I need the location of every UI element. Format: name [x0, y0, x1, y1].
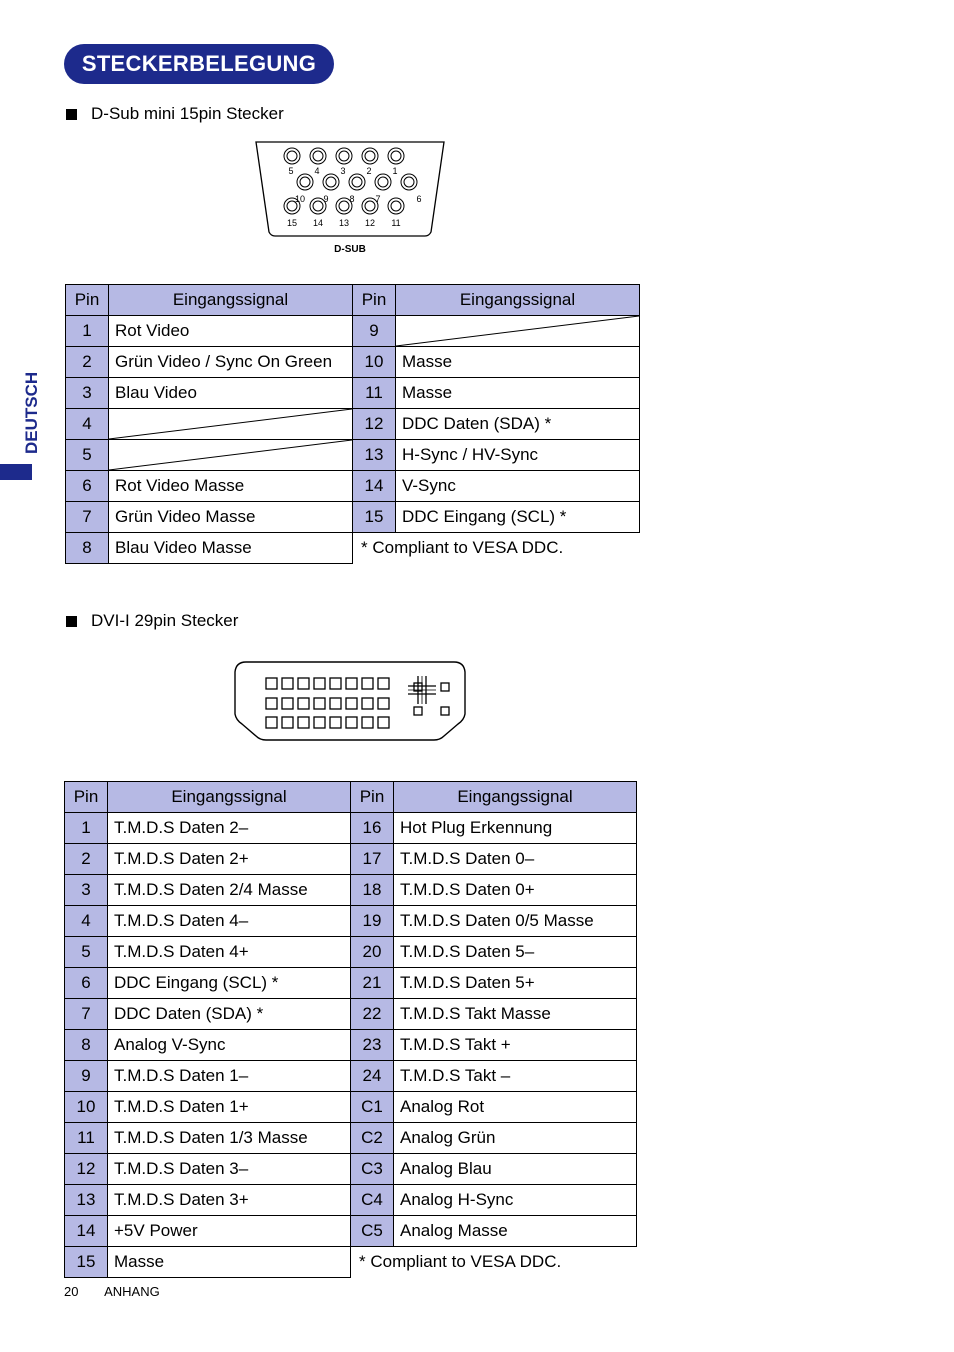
table-row — [65, 1185, 637, 1216]
dvi-pin-contact — [314, 678, 325, 689]
dsub-pin-hole — [375, 174, 391, 190]
table-row — [66, 378, 640, 409]
dvi-pin-contact — [298, 678, 309, 689]
dvi-pin-contact — [330, 698, 341, 709]
pin-signal: T.M.D.S Daten 4+ — [108, 937, 351, 968]
table-row — [66, 316, 640, 347]
dvi-pin-contact — [346, 678, 357, 689]
pin-number: 23 — [351, 1030, 394, 1061]
pin-signal: Masse — [396, 347, 640, 378]
pin-number: 10 — [353, 347, 396, 378]
pin-signal: +5V Power — [108, 1216, 351, 1247]
pin-number: 16 — [351, 813, 394, 844]
pin-number: C4 — [351, 1185, 394, 1216]
table-row — [65, 1247, 637, 1278]
dsub-pin-label: 9 — [323, 194, 329, 204]
dvi-pin-contact — [378, 717, 389, 728]
pin-signal: Blau Video Masse — [109, 533, 353, 564]
table-row — [65, 1216, 637, 1247]
pin-number: 18 — [351, 875, 394, 906]
table-row — [65, 813, 637, 844]
dvi-heading — [66, 611, 238, 631]
pin-signal: DDC Daten (SDA) * — [396, 409, 640, 440]
pin-number: 9 — [353, 316, 396, 347]
dsub-diagram-label: D-SUB — [334, 244, 366, 255]
dsub-pin-label: 3 — [340, 166, 346, 176]
pin-number: C5 — [351, 1216, 394, 1247]
table-row — [65, 1030, 637, 1061]
dsub-pin-contact — [378, 177, 388, 187]
dsub-pin-hole — [323, 174, 339, 190]
pin-signal-unused — [109, 409, 353, 440]
table-row — [65, 1123, 637, 1154]
pin-signal: T.M.D.S Daten 5+ — [394, 968, 637, 999]
pin-number: 12 — [353, 409, 396, 440]
pin-signal: T.M.D.S Takt – — [394, 1061, 637, 1092]
dsub-heading — [66, 104, 284, 124]
pin-signal-unused — [396, 316, 640, 347]
pin-signal: T.M.D.S Daten 1– — [108, 1061, 351, 1092]
dsub-pin-label: 1 — [392, 166, 398, 176]
pin-number: 1 — [66, 316, 109, 347]
pin-signal: Analog V-Sync — [108, 1030, 351, 1061]
header-pin: Pin — [66, 285, 109, 316]
header-pin: Pin — [353, 285, 396, 316]
dvi-pin-contact — [362, 698, 373, 709]
dsub-pin-contact — [339, 201, 349, 211]
pin-number: C3 — [351, 1154, 394, 1185]
pin-number: 24 — [351, 1061, 394, 1092]
dsub-pin-label: 6 — [416, 194, 422, 204]
dsub-pin-label: 14 — [312, 218, 324, 228]
table-row — [65, 906, 637, 937]
table-row — [65, 844, 637, 875]
dsub-pin-hole — [310, 148, 326, 164]
pin-number: 9 — [65, 1061, 108, 1092]
dsub-pin-label: 11 — [391, 218, 401, 228]
pin-number: C1 — [351, 1092, 394, 1123]
pin-signal: Rot Video Masse — [109, 471, 353, 502]
pin-number: 7 — [66, 502, 109, 533]
dsub-pin-label: 12 — [364, 218, 376, 228]
pin-number: C2 — [351, 1123, 394, 1154]
dvi-pin-contact — [314, 698, 325, 709]
dsub-pin-label: 7 — [375, 194, 381, 204]
pin-number: 10 — [65, 1092, 108, 1123]
table-row — [65, 1061, 637, 1092]
pin-signal: Analog Rot — [394, 1092, 637, 1123]
dsub-pin-contact — [365, 201, 375, 211]
pin-signal: Hot Plug Erkennung — [394, 813, 637, 844]
pin-number: 8 — [66, 533, 109, 564]
pin-number: 19 — [351, 906, 394, 937]
language-side-tab — [0, 362, 41, 480]
table-row — [65, 875, 637, 906]
pin-signal: T.M.D.S Daten 2/4 Masse — [108, 875, 351, 906]
dvi-pin-contact — [378, 678, 389, 689]
dsub-pin-label: 10 — [294, 194, 306, 204]
table-row — [65, 1154, 637, 1185]
pin-signal: Masse — [108, 1247, 351, 1278]
pin-signal: T.M.D.S Daten 0+ — [394, 875, 637, 906]
dsub-connector-diagram — [250, 136, 450, 260]
pin-signal: Masse — [396, 378, 640, 409]
dsub-pin-label: 15 — [286, 218, 298, 228]
pin-signal: T.M.D.S Daten 3– — [108, 1154, 351, 1185]
pin-signal: Grün Video / Sync On Green — [109, 347, 353, 378]
pin-number: 2 — [65, 844, 108, 875]
pin-signal: T.M.D.S Daten 2+ — [108, 844, 351, 875]
vesa-note: * Compliant to VESA DDC. — [359, 1252, 562, 1272]
diagonal-slash — [396, 316, 639, 346]
pin-number: 11 — [65, 1123, 108, 1154]
page-number: 20 — [64, 1284, 79, 1299]
pin-number: 5 — [66, 440, 109, 471]
pin-signal: T.M.D.S Takt Masse — [394, 999, 637, 1030]
pin-signal: DDC Eingang (SCL) * — [108, 968, 351, 999]
pin-number: 8 — [65, 1030, 108, 1061]
dvi-heading-text: DVI-I 29pin Stecker — [91, 611, 239, 630]
diagonal-slash — [109, 440, 352, 470]
table-row — [66, 502, 640, 533]
dvi-pin-contact — [346, 698, 357, 709]
dsub-pin-hole — [284, 148, 300, 164]
page-title: STECKERBELEGUNG — [64, 44, 334, 84]
table-header-row — [66, 285, 640, 316]
language-tab-label: DEUTSCH — [22, 371, 41, 454]
dvi-pin-contact — [282, 698, 293, 709]
dvi-pin-contact — [314, 717, 325, 728]
pin-number: 15 — [65, 1247, 108, 1278]
dsub-pin-hole — [401, 174, 417, 190]
table-row — [66, 533, 640, 564]
dsub-pin-contact — [404, 177, 414, 187]
pin-number: 3 — [66, 378, 109, 409]
table-header-row — [65, 782, 637, 813]
pin-signal: T.M.D.S Daten 4– — [108, 906, 351, 937]
pin-signal: Grün Video Masse — [109, 502, 353, 533]
dvi-pin-contact — [330, 717, 341, 728]
dsub-pin-contact — [391, 201, 401, 211]
pin-signal: V-Sync — [396, 471, 640, 502]
dsub-pin-contact — [313, 201, 323, 211]
table-row — [66, 440, 640, 471]
table-row — [66, 409, 640, 440]
table-row — [65, 937, 637, 968]
pin-number: 2 — [66, 347, 109, 378]
pin-signal: T.M.D.S Daten 0– — [394, 844, 637, 875]
dvi-pin-contact — [266, 678, 277, 689]
pin-number: 14 — [65, 1216, 108, 1247]
footer-section: ANHANG — [104, 1284, 160, 1299]
pin-number: 7 — [65, 999, 108, 1030]
header-signal: Eingangssignal — [108, 782, 351, 813]
dsub-pin-hole — [349, 174, 365, 190]
pin-number: 1 — [65, 813, 108, 844]
pin-signal: H-Sync / HV-Sync — [396, 440, 640, 471]
pin-number: 12 — [65, 1154, 108, 1185]
header-signal: Eingangssignal — [394, 782, 637, 813]
dvi-pin-contact — [298, 717, 309, 728]
header-pin: Pin — [65, 782, 108, 813]
pin-signal: T.M.D.S Daten 3+ — [108, 1185, 351, 1216]
dsub-pin-label: 4 — [314, 166, 320, 176]
dsub-pin-contact — [365, 151, 375, 161]
dvi-pin-contact — [282, 678, 293, 689]
dvi-pin-contact — [362, 678, 373, 689]
pin-number: 15 — [353, 502, 396, 533]
header-pin: Pin — [351, 782, 394, 813]
pin-signal: Analog H-Sync — [394, 1185, 637, 1216]
pin-number: 21 — [351, 968, 394, 999]
dvi-analog-cross — [408, 676, 449, 715]
dsub-pin-label: 5 — [288, 166, 294, 176]
pin-signal: Analog Blau — [394, 1154, 637, 1185]
pin-number: 4 — [65, 906, 108, 937]
pin-number: 20 — [351, 937, 394, 968]
vesa-note: * Compliant to VESA DDC. — [361, 538, 564, 558]
dsub-pin-contact — [287, 151, 297, 161]
dsub-pin-hole — [297, 174, 313, 190]
header-signal: Eingangssignal — [109, 285, 353, 316]
dsub-pin-hole — [362, 148, 378, 164]
pin-signal: DDC Eingang (SCL) * — [396, 502, 640, 533]
dsub-pin-contact — [339, 151, 349, 161]
pin-number: 4 — [66, 409, 109, 440]
pin-signal: T.M.D.S Daten 1/3 Masse — [108, 1123, 351, 1154]
pin-number: 11 — [353, 378, 396, 409]
table-row — [66, 471, 640, 502]
pin-signal: Blau Video — [109, 378, 353, 409]
pin-signal: T.M.D.S Takt + — [394, 1030, 637, 1061]
dvi-pin-contact — [346, 717, 357, 728]
dvi-pin-contact — [282, 717, 293, 728]
dsub-pin-contact — [391, 151, 401, 161]
pin-number: 6 — [66, 471, 109, 502]
header-signal: Eingangssignal — [396, 285, 640, 316]
pin-number: 3 — [65, 875, 108, 906]
pin-signal: T.M.D.S Daten 2– — [108, 813, 351, 844]
dsub-heading-text: D-Sub mini 15pin Stecker — [91, 104, 284, 123]
bullet-square-icon — [66, 616, 77, 627]
pin-number: 14 — [353, 471, 396, 502]
dvi-pin-contact — [378, 698, 389, 709]
dsub-pin-contact — [313, 151, 323, 161]
dsub-pin-label: 8 — [349, 194, 355, 204]
pin-signal: Analog Grün — [394, 1123, 637, 1154]
dsub-pin-label: 2 — [366, 166, 372, 176]
dsub-pin-table — [65, 284, 640, 564]
dsub-pin-label: 13 — [338, 218, 350, 228]
dvi-pin-table — [64, 781, 637, 1278]
pin-number: 13 — [65, 1185, 108, 1216]
table-row — [65, 999, 637, 1030]
dvi-connector-diagram — [230, 656, 470, 748]
language-tab-bar — [0, 464, 32, 480]
table-row — [65, 1092, 637, 1123]
pin-signal: DDC Daten (SDA) * — [108, 999, 351, 1030]
dsub-pin-contact — [300, 177, 310, 187]
dsub-pin-contact — [352, 177, 362, 187]
dvi-pin-contact — [298, 698, 309, 709]
dsub-pin-hole — [388, 198, 404, 214]
dvi-pin-contact — [362, 717, 373, 728]
pin-signal: T.M.D.S Daten 5– — [394, 937, 637, 968]
table-row — [66, 347, 640, 378]
pin-signal: T.M.D.S Daten 0/5 Masse — [394, 906, 637, 937]
dsub-pin-hole — [388, 148, 404, 164]
page-footer — [64, 1284, 160, 1299]
dvi-pin-contact — [266, 717, 277, 728]
diagonal-slash — [109, 409, 352, 439]
dvi-pin-contact — [330, 678, 341, 689]
pin-number: 13 — [353, 440, 396, 471]
dsub-pin-contact — [326, 177, 336, 187]
pin-signal: Analog Masse — [394, 1216, 637, 1247]
pin-signal: T.M.D.S Daten 1+ — [108, 1092, 351, 1123]
pin-number: 22 — [351, 999, 394, 1030]
pin-signal-unused — [109, 440, 353, 471]
pin-number: 17 — [351, 844, 394, 875]
pin-number: 6 — [65, 968, 108, 999]
table-row — [65, 968, 637, 999]
bullet-square-icon — [66, 109, 77, 120]
pin-signal: Rot Video — [109, 316, 353, 347]
dvi-pin-contact — [266, 698, 277, 709]
pin-number: 5 — [65, 937, 108, 968]
dsub-pin-hole — [336, 148, 352, 164]
